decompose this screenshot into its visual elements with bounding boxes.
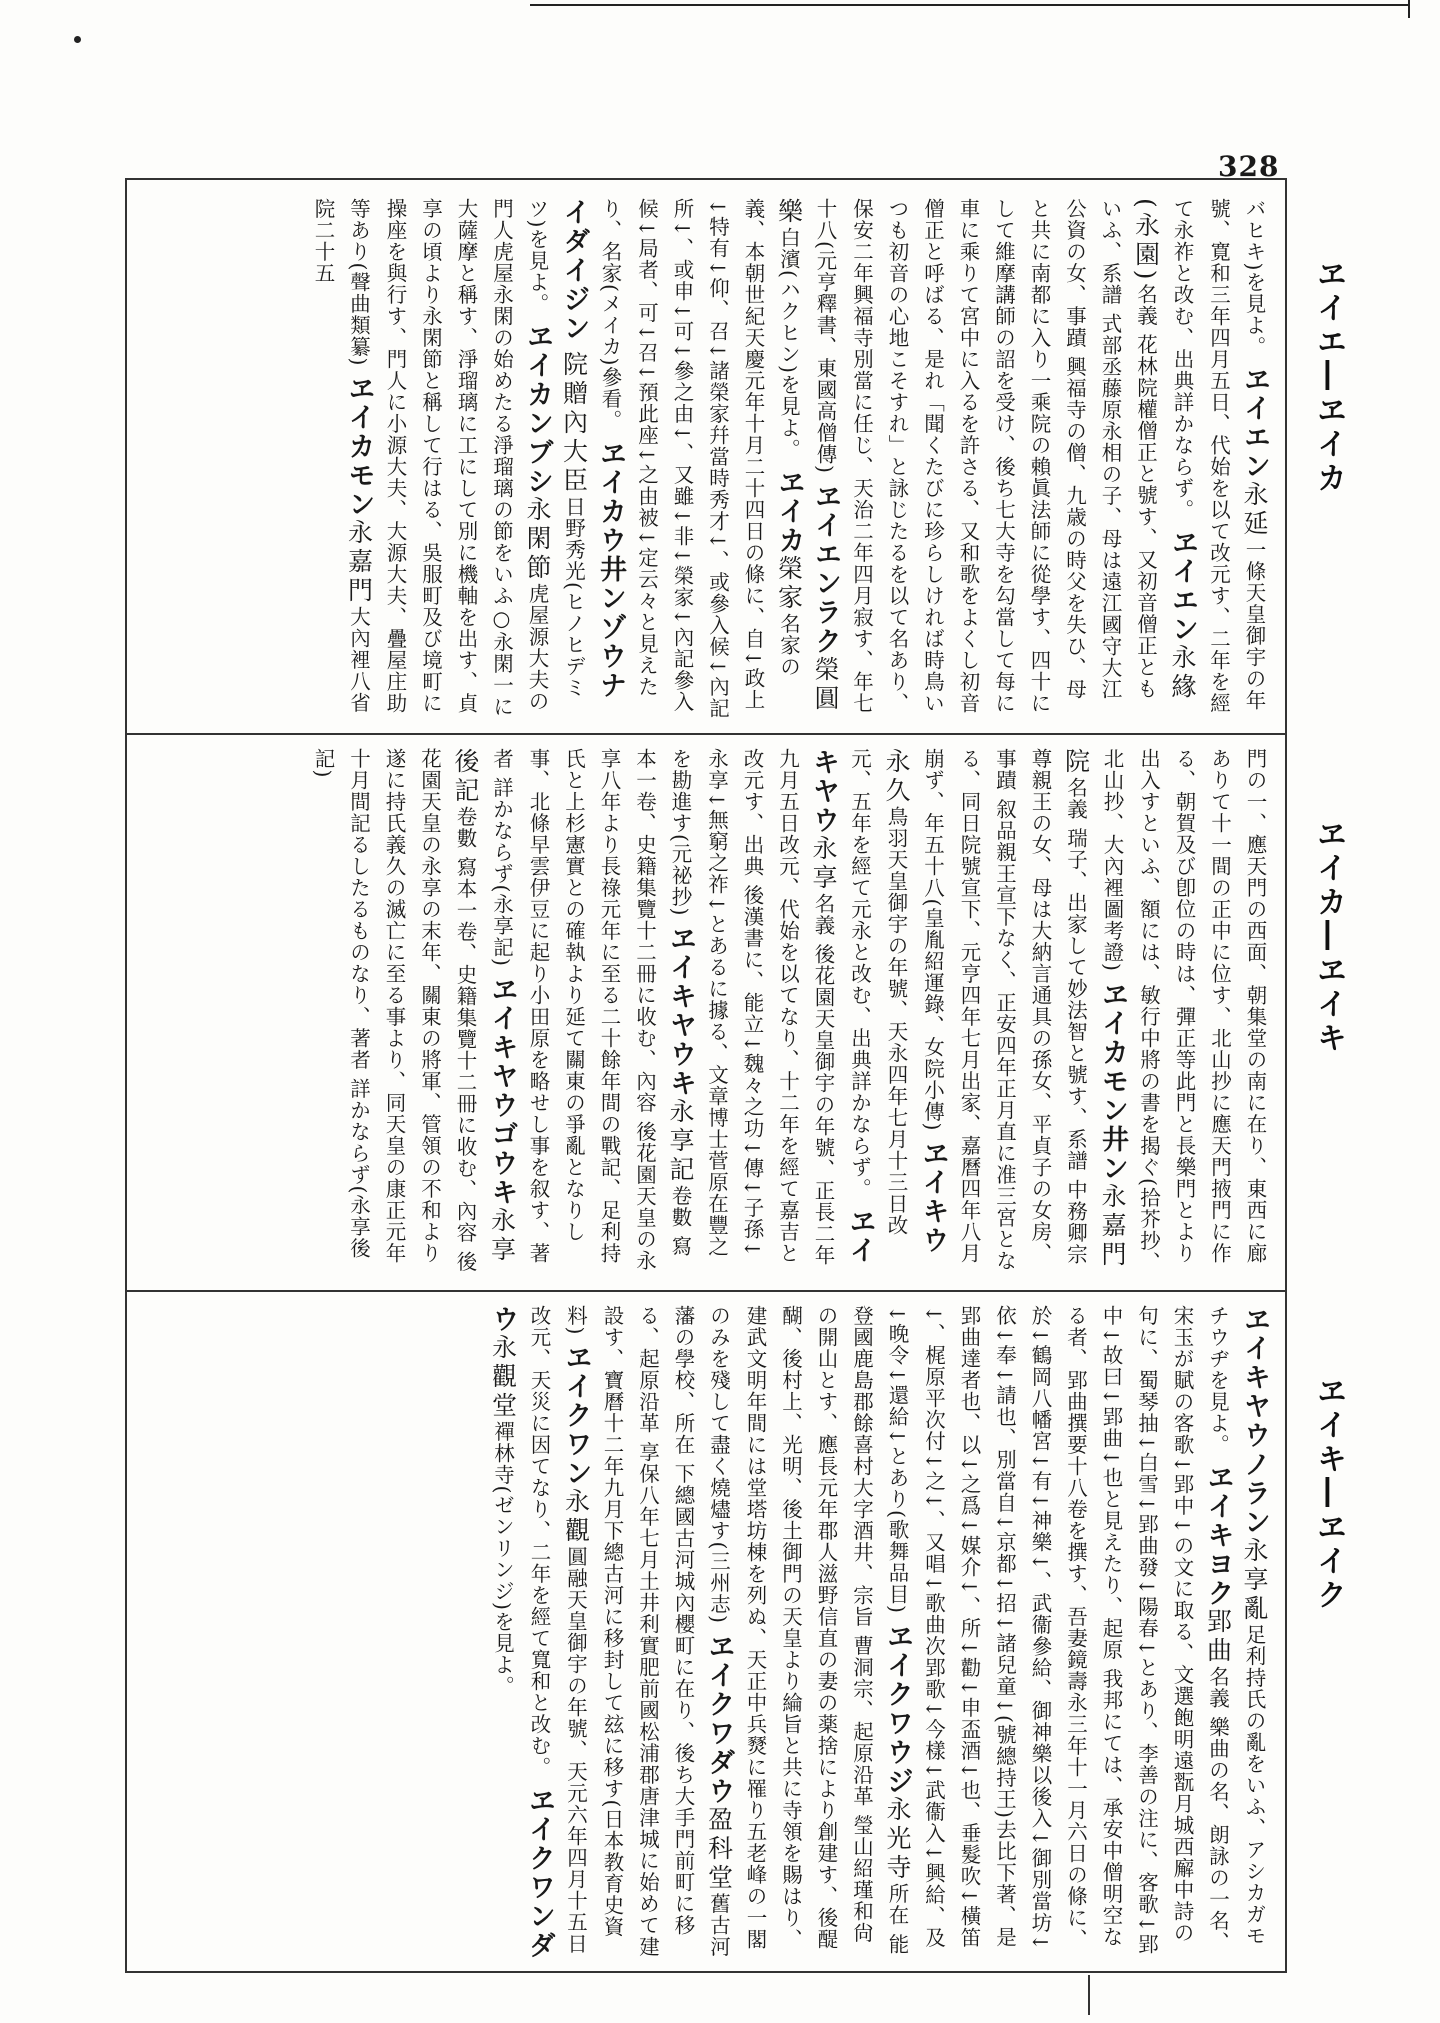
entry-text: 足利持氏の亂をいふ、アシカガモチウヂを見よ。 bbox=[1205, 1305, 1266, 1947]
entry bbox=[668, 748, 876, 1267]
headword-kanji: 永享後記 bbox=[451, 748, 517, 1265]
headword: ヱイカウ井ンゾウナイダイジン bbox=[558, 198, 626, 700]
running-head-1: ヱイエ―ヱイカ bbox=[1311, 258, 1346, 496]
headword-kanji: 永嘉門 bbox=[344, 519, 374, 607]
entry bbox=[1242, 198, 1266, 358]
headword-kanji: 永緣(永園) bbox=[1131, 198, 1197, 703]
entry-text: バヒキ)を見よ。 bbox=[1242, 198, 1266, 358]
entry-text: 大內裡八省院二十五 bbox=[311, 198, 371, 714]
headword: ヱイクワンダウ bbox=[487, 1305, 555, 1960]
entry-text: 鳥羽天皇御宇の年號、天永四年七月十三日改元、五年を經て元永と改む、出典詳かならず。 bbox=[847, 748, 908, 1236]
entry-text: 日野秀光(ヒノヒデミツ)を見よ。 bbox=[525, 198, 586, 699]
headword-kanji: 永延 bbox=[1240, 481, 1269, 540]
headword: ヱイキヨク bbox=[1202, 1463, 1234, 1609]
bottom-tick bbox=[1088, 1975, 1090, 2015]
headword: ヱイエン bbox=[1167, 528, 1198, 645]
entry bbox=[920, 748, 1128, 1272]
entry bbox=[598, 198, 805, 719]
headword: ヱイクワウジ bbox=[882, 1621, 913, 1796]
headword-kanji: 永享 bbox=[809, 835, 838, 893]
entry-text: 白濱(ハクヒン)を見よ。 bbox=[776, 227, 801, 460]
headword-kanji: 永觀 bbox=[561, 1488, 591, 1547]
section-1 bbox=[140, 198, 1272, 720]
entry bbox=[813, 198, 1198, 714]
headword-kanji: 永閑節 bbox=[523, 496, 552, 584]
headword: ヱイカンブシ bbox=[522, 322, 553, 497]
entry-text: 圓融天皇御宇の年號、天元六年四月十五日改元、天災に因てなり、二年を經て寬和と改む。 bbox=[527, 1305, 588, 1955]
entry-text: 卷數 寫本一卷、史籍集覽十二冊に收む、內容 後花園天皇の永享の末年、關東の將軍、管領の不和より遂に持氏義久の滅亡に至る事より、同天皇の康正元年十月間記るしたるものなり、著者 詳かならず(永享後記) bbox=[311, 748, 477, 1273]
headword-kanji: 永久 bbox=[882, 748, 911, 806]
headword-kanji: 榮圓樂 bbox=[774, 198, 840, 714]
headword-kanji: 永享記 bbox=[666, 1098, 695, 1186]
headword: ヱイエン bbox=[1239, 365, 1270, 482]
headword-kanji: 院贈內大臣 bbox=[559, 350, 589, 496]
headword-kanji: 郢曲 bbox=[1203, 1608, 1233, 1667]
running-head-2: ヱイカ―ヱイキ bbox=[1311, 818, 1346, 1056]
entry bbox=[704, 1305, 913, 1955]
headword-kanji: 盈科堂 bbox=[704, 1805, 734, 1893]
entry bbox=[489, 748, 696, 1272]
headword-kanji: 永光寺 bbox=[883, 1795, 912, 1883]
headword-kanji: 永觀堂 bbox=[488, 1334, 518, 1421]
entry-text: 虎屋源大夫の門人虎屋永閑の始めたる淨瑠璃の節をいふ○永閑一に大薩摩と稱す、淨瑠璃に工にして別に機軸を出す、貞享の頃より永閑節と稱して行はる、吳服町及び境町に操座を與行す、門人に小源大夫、大源大夫、疊屋庄助等あり(聲曲類纂) bbox=[346, 198, 549, 718]
entry-text: 一條天皇御宇の年號、寛和三年四月五日、代始を以て改元す、二年を經て永祚と改む、出典詳かならず。 bbox=[1170, 198, 1266, 714]
entry-text: 門の一、應天門の西面、朝集堂の南に在り、東西に廊ありて十一間の正中に位す、北山抄に應天門掖門に作る、朝賀及び卽位の時は、彈正等此門と長樂門とより出入すといふ、額には、敏行中將の書を揭ぐ(拾芥抄、北山抄、大內裡圖考證) bbox=[1100, 748, 1267, 1273]
entry bbox=[311, 748, 518, 1273]
headword: ヱイキヤウキ bbox=[665, 924, 696, 1099]
headword-kanji: 永享亂 bbox=[1240, 1537, 1269, 1624]
entry-text: 名家の義、本朝世紀天慶元年十月二十四日の條に、自↓政上↓特有↓仰、召↓諸榮家幷當時秀才↓、或參入候↓內記所↓、或申↓可↓參之由↓、又雖↓非↓榮家↓內記參入候↓局者、可↓召↓預此座↓之由被↓定云々と見えたり、名家(メイカ)參看。 bbox=[598, 198, 801, 719]
entry bbox=[344, 198, 553, 718]
entry-text: 名義 樂曲の名、朗詠の一名、宋玉が賦の客歌↓郢中↓の文に取る、文選飽明遠翫月城西廨中詩の句に、蜀琴抽↓白雪↓郢曲發↓陽春↓とあり、李善の注に、客歌↓郢中↓故曰↓郢曲↓也と見えたり、起原 我邦にては、承安中僧明空なる者、郢曲撰要十八卷を撰す、吾妻鏡壽永三年十一月六日の條に、於↓鶴岡八幡宮↓有↓神樂↓、武衞參給、御神樂以後入↓御別當坊↓依↓奉↓請也、別當自↓京都↓招↓諸兒童↓(號總持王)去比下著、是郢曲達者也、以↓之爲↓媒介↓、所↓勸↓申盃酒↓也、垂髮吹↓橫笛↓、梶原平次付↓之↓、又唱↓歌曲次郢歌↓今樣↓武衞入↓興給、及↓晚令↓還給↓とあり(歌舞品目) bbox=[885, 1305, 1230, 1955]
section-2 bbox=[140, 748, 1272, 1276]
headword-kanji: 永嘉門院 bbox=[1061, 748, 1127, 1270]
entry-text: 舊古河藩の學校、所在 下總國古河城內櫻町に在り、後ち大手門前町に移る、起原沿革 享保八年七月土井利實肥前國松浦郡唐津城に始めて建設す、寶曆十二年九月下總古河に移封して玆に移す(日本教育史資料) bbox=[563, 1305, 731, 1958]
top-rule bbox=[530, 4, 1410, 6]
entry-text: 名義 後花園天皇御宇の年號、正長二年九月五日改元、代始を以てなり、十二年を經て嘉吉と改元す、出典 後漢書に、能立↓魏々之功↓傳↓子孫↓永享↓無窮之祚↓とあるに據る、文章博士菅原在豐之を勘進す(元祕抄) bbox=[668, 748, 835, 1267]
entry-text: 名義 花林院權僧正と號す、又初音僧正ともいふ、系譜 式部丞藤原永相の子、母は遠江國守大江公資の女、事蹟 興福寺の僧、九歳の時父を失ひ、母と共に南都に入り一乘院の賴眞法師に從學す、四十にして維摩講師の詔を受け、後ち七大寺を勾當して每に車に乘りて宮中に入るを許さる、又和歌をよくし初音僧正と呼ばる、是れ「聞くたびに珍らしければ時鳥いつも初音の心地こそすれ」と詠じたるを以て名あり、保安二年興福寺別當に任じ、天治二年四月寂す、年七十八(元亨釋書、東國高僧傳) bbox=[813, 198, 1158, 714]
headword: ヱイカモン井ン bbox=[1097, 979, 1128, 1183]
headword: ヱイカ bbox=[773, 467, 805, 555]
section-3 bbox=[140, 1305, 1272, 1960]
headword-kanji: 榮家 bbox=[774, 554, 804, 613]
headword: ヱイエンラク bbox=[810, 481, 841, 656]
entry bbox=[885, 1305, 1234, 1955]
section-divider-2 bbox=[127, 1290, 1285, 1292]
headword: ヱイキヤウノラン bbox=[1239, 1305, 1270, 1537]
running-head-3: ヱイキ―ヱイク bbox=[1311, 1375, 1346, 1613]
headword: ヱイキウ bbox=[917, 1139, 949, 1256]
headword: ヱイキヤウ bbox=[808, 748, 876, 1266]
entry-text: 名義 瑞子、出家して妙法智と號す、系譜 中務卿宗尊親王の女、母は大納言通具の孫女、平貞子の女房、事蹟 叙品親王宣下なく、正安四年正月直に准三宮となる、同日院號宣下、元亨四年七月出家、嘉曆四年八月崩ず、年五十八(皇胤紹運錄、女院小傳) bbox=[920, 748, 1088, 1272]
headword: ヱイクワン bbox=[560, 1343, 592, 1489]
headword: ヱイカモン bbox=[343, 374, 375, 520]
entry-text: 卷數 寫本一卷、史籍集覽十二冊に收む、內容 後花園天皇の永享八年より長祿元年に至る二十餘年間の戰記、足利持氏と上杉憲實との確執より延て關東の爭亂となりし事、北條早雲伊豆に起り小田原を略せし事を叙す、著者 詳かならず(永享記) bbox=[489, 748, 692, 1272]
top-right-tick bbox=[1408, 0, 1410, 18]
margin-dot bbox=[74, 36, 81, 43]
page-number: 328 bbox=[1218, 150, 1280, 183]
entry-text: 禪林寺(ゼンリンジ)を見よ。 bbox=[490, 1421, 515, 1697]
headword: ヱイクワダウ bbox=[703, 1631, 735, 1806]
section-divider-1 bbox=[127, 733, 1285, 735]
headword: ヱイキヤウゴウキ bbox=[486, 974, 518, 1207]
entry-text: 所在 能登國鹿島郡餘喜村大字酒井、宗旨 曹洞宗、起原沿革 瑩山紹瑾和尙の開山とす、應長元年郡人滋野信直の妻の薬捨により創建す、後醍醐、後村上、光明、後土御門の天皇より綸旨と共に寺領を賜はり、建武文明年間には堂塔坊棟を列ぬ、天正中兵燹に罹り五老峰の一閣のみを殘して盡く燒燼す(三州志) bbox=[706, 1305, 909, 1955]
